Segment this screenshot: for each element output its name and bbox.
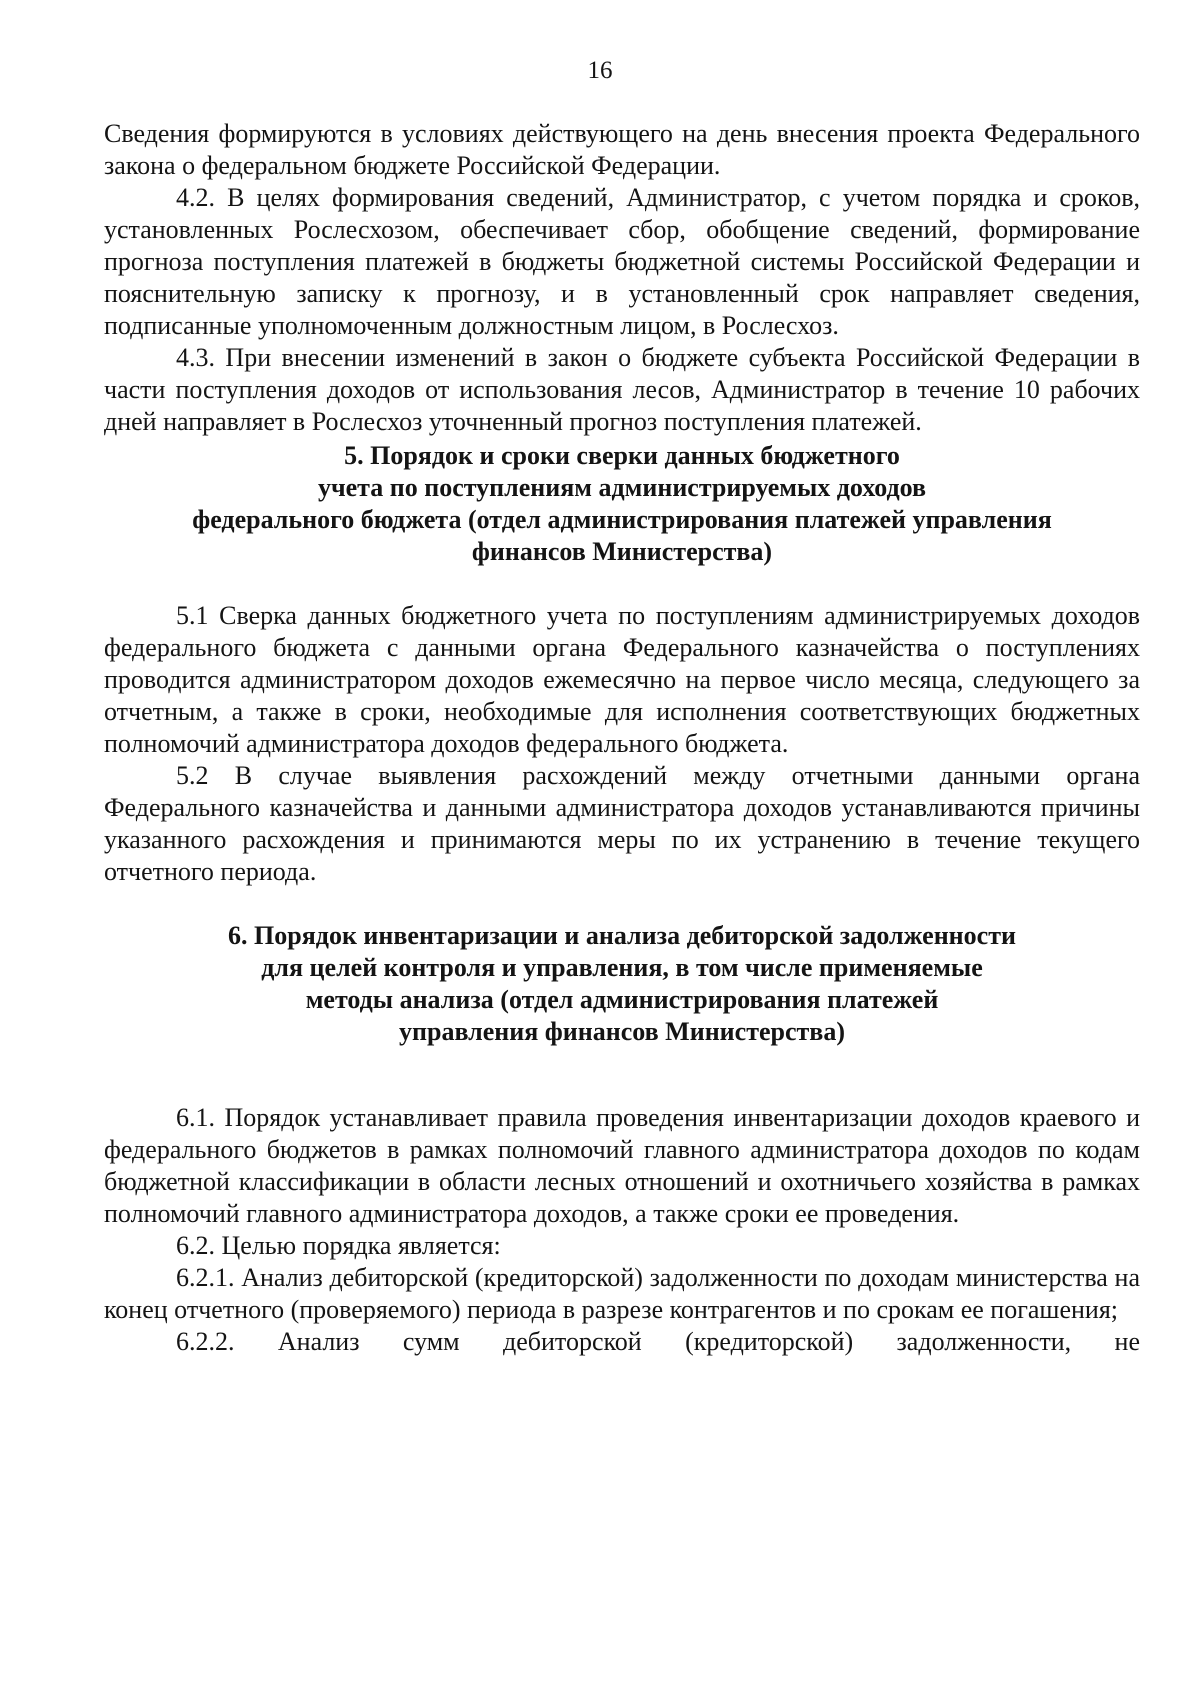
paragraph-6-2-2: 6.2.2. Анализ сумм дебиторской (кредиторской) задолженности, не bbox=[176, 1327, 1140, 1356]
section-5-heading bbox=[104, 440, 1140, 568]
section-6-heading-line: управления финансов Министерства) bbox=[399, 1017, 845, 1046]
spacer bbox=[104, 888, 1140, 920]
section-5-heading-line: финансов Министерства) bbox=[471, 537, 773, 566]
spacer bbox=[104, 568, 1140, 600]
section-6-heading-line: методы анализа (отдел администрирования платежей bbox=[305, 985, 939, 1014]
section-6-heading bbox=[104, 920, 1140, 1048]
page-number: 16 bbox=[587, 57, 613, 84]
paragraph-5-1: 5.1 Сверка данных бюджетного учета по поступлениям администрируемых доходов федерального бюджета с данными органа Федерального казначейства о поступлениях проводится администратором доходов ежемесячно на первое число месяца, следующего за отчетным, а также в сроки, необходимые для исполнения соответствующих бюджетных полномочий администратора доходов федерального бюджета. bbox=[104, 601, 1140, 758]
section-5-heading-line: учета по поступлениям администрируемых доходов bbox=[317, 473, 927, 502]
paragraph-6-2-1: 6.2.1. Анализ дебиторской (кредиторской) задолженности по доходам министерства на конец отчетного (проверяемого) периода в разрезе контрагентов и по срокам ее погашения; bbox=[104, 1263, 1140, 1324]
paragraph-4-1-continued: Сведения формируются в условиях действующего на день внесения проекта Федерального закона о федеральном бюджете Российской Федерации. bbox=[104, 119, 1140, 180]
paragraph-4-3: 4.3. При внесении изменений в закон о бюджете субъекта Российской Федерации в части поступления доходов от использования лесов, Администратор в течение 10 рабочих дней направляет в Рослесхоз уточненный прогноз поступления платежей. bbox=[104, 343, 1140, 436]
section-6-heading-line: для целей контроля и управления, в том числе применяемые bbox=[261, 953, 983, 982]
paragraph-5-2: 5.2 В случае выявления расхождений между отчетными данными органа Федерального казначейства и данными администратора доходов устанавливаются причины указанного расхождения и принимаются меры по их устранению в течение текущего отчетного периода. bbox=[104, 761, 1140, 886]
paragraph-6-2: 6.2. Целью порядка является: bbox=[176, 1231, 501, 1260]
section-5-heading-line: федерального бюджета (отдел администрирования платежей управления bbox=[192, 505, 1052, 534]
section-6-heading-line: 6. Порядок инвентаризации и анализа дебиторской задолженности bbox=[228, 921, 1016, 950]
document-body bbox=[104, 118, 1140, 1358]
paragraph-4-2: 4.2. В целях формирования сведений, Администратор, с учетом порядка и сроков, установленных Рослесхозом, обеспечивает сбор, обобщение сведений, формирование прогноза поступления платежей в бюджеты бюджетной системы Российской Федерации и пояснительную записку к прогнозу, и в установленный срок направляет сведения, подписанные уполномоченным должностным лицом, в Рослесхоз. bbox=[104, 183, 1140, 340]
spacer bbox=[104, 1048, 1140, 1102]
paragraph-6-1: 6.1. Порядок устанавливает правила проведения инвентаризации доходов краевого и федерального бюджетов в рамках полномочий главного администратора доходов по кодам бюджетной классификации в области лесных отношений и охотничьего хозяйства в рамках полномочий главного администратора доходов, а также сроки ее проведения. bbox=[104, 1103, 1140, 1228]
section-5-heading-line: 5. Порядок и сроки сверки данных бюджетного bbox=[344, 441, 900, 470]
